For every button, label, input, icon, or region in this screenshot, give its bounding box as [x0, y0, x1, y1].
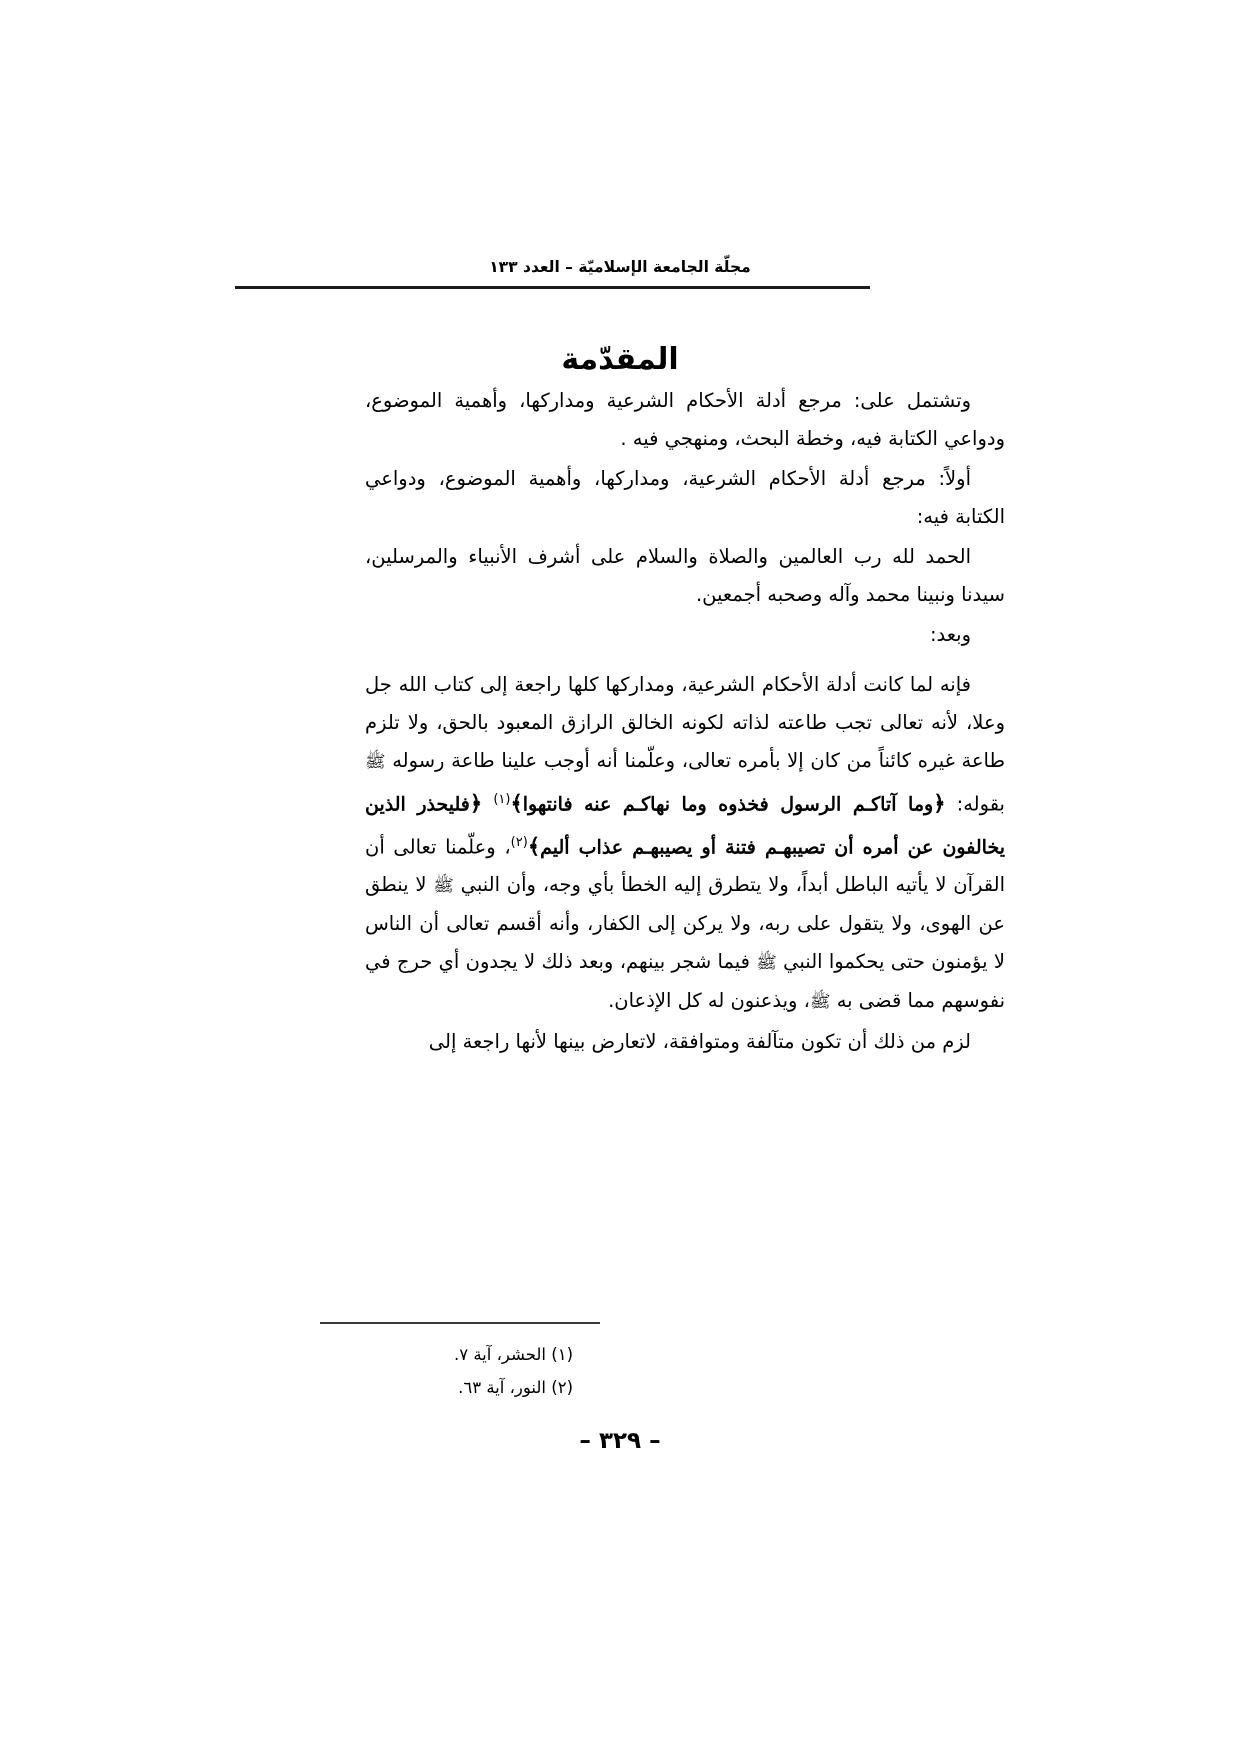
paragraph-conclusion-text: لزم من ذلك أن تكون متآلفة ومتوافقة، لاتعارض بينها لأنها راجعة إلى: [428, 1030, 971, 1053]
paragraph-praise: [365, 538, 1005, 614]
paragraph-wabad: [365, 616, 1005, 654]
paragraph-praise-text: الحمد لله رب العالمين والصلاة والسلام على أشرف الأنبياء والمرسلين، سيدنا ونبينا محمد وآله وصحبه أجمعين.: [365, 545, 1005, 606]
footnote-divider: [320, 1322, 600, 1324]
header-divider: [235, 286, 870, 289]
page-number: – ٣٢٩ –: [579, 1428, 661, 1454]
ayah-bracket-open-2: ﴿: [469, 791, 483, 816]
paragraph-scope-text: وتشتمل على: مرجع أدلة الأحكام الشرعية ومداركها، وأهمية الموضوع، ودواعي الكتابة فيه، وخطة البحث، ومنهجي فيه .: [365, 389, 1005, 450]
main-argument-part-b: بقوله:: [945, 792, 1005, 816]
paragraph-first-heading: [365, 460, 1005, 536]
footnote-ref-2[interactable]: (٢): [510, 834, 528, 850]
main-argument-part-d: لا ينطق عن الهوى، ولا يتقول على ربه، ولا يركن إلى الكفار، وأنه أقسم تعالى أن الناس لا يؤمنون حتى يحكموا النبي: [365, 873, 1005, 973]
sallallahu-glyph-1: ﷺ: [365, 752, 386, 772]
body-text-column: [365, 382, 1005, 1063]
footnote-item: (٢) النور، آية ٦٣.: [458, 1378, 573, 1397]
running-header: مجلّة الجامعة الإسلاميّة – العدد ١٣٣: [489, 258, 751, 276]
paragraph-first-heading-text: أولاً: مرجع أدلة الأحكام الشرعية، ومداركها، وأهمية الموضوع، ودواعي الكتابة فيه:: [365, 467, 1005, 528]
paragraph-scope: [365, 382, 1005, 458]
page-title: المقدّمة: [561, 342, 679, 378]
quran-verse-2: فليحذر الذين يخالفون عن أمره أن تصيبهـم فتنة أو يصيبهـم عذاب أليم: [365, 793, 1005, 858]
sallallahu-glyph-3: ﷺ: [756, 953, 777, 973]
ayah-bracket-close-1: ﴾: [510, 791, 523, 816]
paragraph-conclusion: [365, 1023, 1005, 1061]
sallallahu-glyph-4: ﷺ: [809, 992, 831, 1012]
sallallahu-glyph-2: ﷺ: [433, 876, 454, 896]
main-argument-part-e: فيما شجر بينهم، وبعد ذلك لا يجدون أي حرج في نفوسهم مما قضى به: [365, 950, 1005, 1012]
footnote-item: (١) الحشر، آية ٧.: [453, 1345, 573, 1364]
footnote-ref-1[interactable]: (١): [493, 792, 511, 807]
quran-verse-1: وما آتاكـم الرسول فخذوه وما نهاكـم عنه فانتهوا: [522, 793, 934, 816]
main-argument-part-c: ، وعلّمنا تعالى أن القرآن لا يأتيه الباطل أبداً، ولا يتطرق إليه الخطأ بأي وجه، وأن النبي: [365, 835, 1005, 896]
paragraph-main-argument: [365, 666, 1005, 1021]
ayah-bracket-open-1: ﴿: [933, 791, 946, 816]
footnote-list: [365, 1338, 1005, 1404]
main-argument-part-a: فإنه لما كانت أدلة الأحكام الشرعية، ومداركها كلها راجعة إلى كتاب الله جل وعلا، لأنه تعالى تجب طاعته لذاته لكونه الخالق الرازق المعبود بالحق، ولا تلزم طاعة غيره كائناً من كان إلا بأمره تعالى، وعلّمنا أنه أوجب علينا طاعة رسوله: [365, 673, 1005, 772]
ayah-bracket-close-2: ﴾: [527, 834, 541, 858]
paragraph-wabad-text: وبعد:: [929, 623, 971, 646]
main-argument-part-f: ، ويذعنون له كل الإذعان.: [608, 989, 810, 1012]
